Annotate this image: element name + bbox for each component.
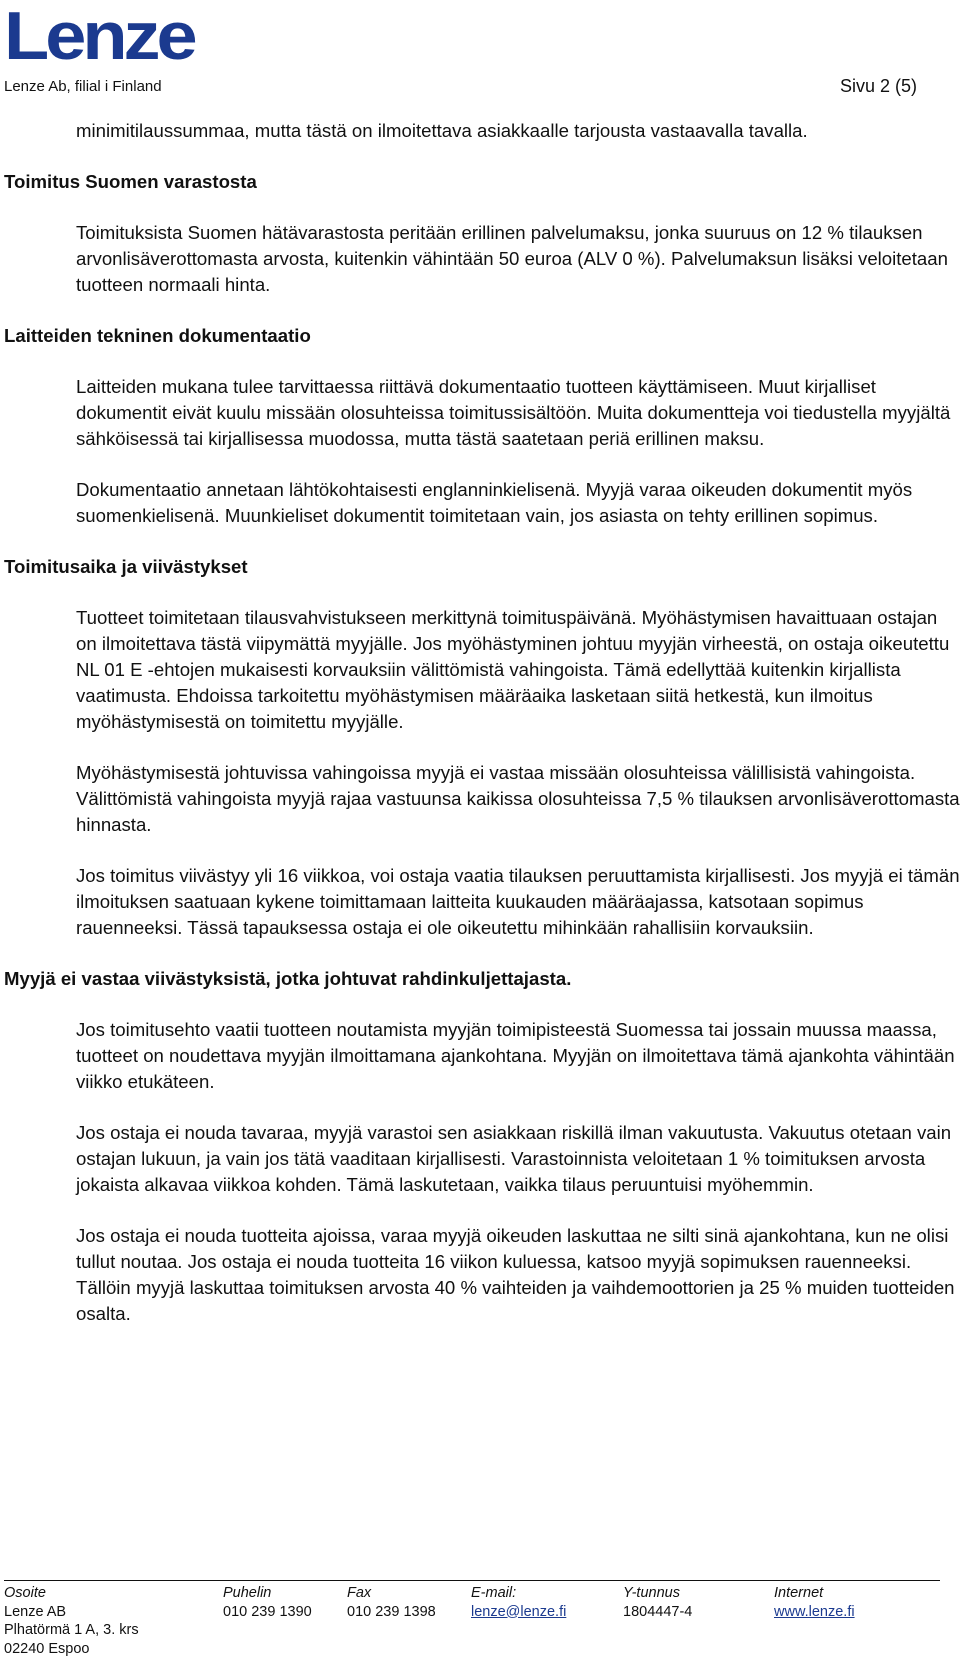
footer-phone-value: 010 239 1390 [223, 1603, 312, 1620]
footer-divider [4, 1580, 940, 1581]
paragraph-freight-2: Jos ostaja ei nouda tavaraa, myyjä varastoi sen asiakkaan riskillä ilman vakuutusta. Vakuutus otetaan vain ostajan lukuun, ja vain jos tätä vaaditaan kirjallisesti. Varastoinnista veloitetaan 1 % toimituksen arvosta jokaista alkavaa viikkoa kohden. Tämä laskutetaan, vaikka tilaus peruuntuisi myöhemmin. [76, 1122, 952, 1195]
website-link[interactable]: www.lenze.fi [774, 1603, 855, 1620]
brand-logo: Lenze [4, 0, 194, 74]
footer-business-id-label: Y-tunnus [623, 1585, 680, 1601]
page-footer [4, 1580, 940, 1664]
paragraph-delivery-time-1: Tuotteet toimitetaan tilausvahvistukseen merkittynä toimituspäivänä. Myöhästymisen havaittuaan ostajan on ilmoitettava tästä viipymättä myyjälle. Jos myöhästyminen johtuu myyjän virheestä, on ostaja oikeutettu NL 01 E -ehtojen mukaisesti korvauksiin välittömistä vahingoista. Tämä edellyttää kuitenkin kirjallista vaatimusta. Ehdoissa tarkoitettu myöhästymisen määräaika lasketaan siitä hetkestä, kun ilmoitus myöhästymisestä on toimitettu myyjälle. [76, 607, 950, 732]
paragraph-documentation-1: Laitteiden mukana tulee tarvittaessa riittävä dokumentaatio tuotteen käyttämiseen. Muut kirjalliset dokumentit eivät kuulu missään olosuhteissa toimitussisältöön. Muita dokumentteja voi tiedustella myyjältä sähköisessä tai kirjallisessa muodossa, mutta tästä saatetaan periä erillinen maksu. [76, 376, 951, 449]
heading-freight: Myyjä ei vastaa viivästyksistä, jotka johtuvat rahdinkuljettajasta. [4, 968, 572, 989]
footer-fax-value: 010 239 1398 [347, 1603, 436, 1620]
heading-documentation: Laitteiden tekninen dokumentaatio [4, 325, 311, 346]
footer-address-line2: Plhatörmä 1 A, 3. krs [4, 1622, 139, 1638]
paragraph-documentation-2: Dokumentaatio annetaan lähtökohtaisesti englanninkielisenä. Myyjä varaa oikeuden dokumentit myös suomenkielisenä. Muunkieliset dokumentit toimitetaan vain, jos asiasta on tehty erillinen sopimus. [76, 479, 913, 526]
footer-email [471, 1584, 566, 1621]
footer-business-id [623, 1584, 692, 1621]
document-body [4, 118, 960, 1327]
email-link[interactable]: lenze@lenze.fi [471, 1603, 567, 1620]
footer-address-line3: 02240 Espoo [4, 1640, 90, 1657]
paragraph-delivery-time-3: Jos toimitus viivästyy yli 16 viikkoa, voi ostaja vaatia tilauksen peruuttamista kirjallisesti. Jos myyjä ei tämän ilmoituksen saatuaan kykene toimittamaan laitteita kuukauden määräajassa, katsotaan sopimus rauenneeksi. Tässä tapauksessa ostaja ei ole oikeutettu mihinkään rahallisiin korvauksiin. [76, 865, 960, 938]
heading-delivery-time: Toimitusaika ja viivästykset [4, 556, 248, 577]
footer-email-label: E-mail: [471, 1585, 517, 1601]
page-number: Sivu 2 (5) [840, 76, 918, 96]
footer-internet [774, 1584, 855, 1621]
company-name: Lenze Ab, filial i Finland [4, 78, 162, 95]
paragraph-delivery-finland: Toimituksista Suomen hätävarastosta peritään erillinen palvelumaksu, jonka suuruus on 12 % tilauksen arvonlisäverottomasta arvosta, kuitenkin vähintään 50 euroa (ALV 0 %). Palvelumaksun lisäksi veloitetaan tuotteen normaali hinta. [76, 222, 948, 295]
paragraph-continuation: minimitilaussummaa, mutta tästä on ilmoitettava asiakkaalle tarjousta vastaavalla tavalla. [76, 120, 808, 141]
heading-delivery-finland: Toimitus Suomen varastosta [4, 171, 257, 192]
footer-fax-label: Fax [347, 1585, 372, 1601]
footer-address-line1: Lenze AB [4, 1603, 67, 1620]
footer-phone [223, 1584, 312, 1621]
footer-address [4, 1584, 139, 1658]
footer-address-label: Osoite [4, 1585, 46, 1601]
paragraph-freight-1: Jos toimitusehto vaatii tuotteen noutamista myyjän toimipisteestä Suomessa tai jossain muussa maassa, tuotteet on noudettava myyjän ilmoittamana ajankohtana. Myyjän on ilmoitettava tämä ajankohta vähintään viikko etukäteen. [76, 1019, 955, 1092]
footer-internet-label: Internet [774, 1585, 824, 1601]
paragraph-freight-3: Jos ostaja ei nouda tuotteita ajoissa, varaa myyjä oikeuden laskuttaa ne silti sinä ajankohtana, kun ne olisi tullut noutaa. Jos ostaja ei nouda tuotteita 16 viikon kuluessa, katsoo myyjä sopimuksen rauenneeksi. Tällöin myyjä laskuttaa toimituksen arvosta 40 % vaihteiden ja vaihdemoottorien ja 25 % muiden tuotteiden osalta. [76, 1225, 955, 1324]
footer-phone-label: Puhelin [223, 1585, 272, 1601]
footer-business-id-value: 1804447-4 [623, 1603, 693, 1620]
paragraph-delivery-time-2: Myöhästymisestä johtuvissa vahingoissa myyjä ei vastaa missään olosuhteissa välillisistä vahingoista. Välittömistä vahingoista myyjä rajaa vastuunsa kaikissa olosuhteissa 7,5 % tilauksen arvonlisäverottomasta hinnasta. [76, 762, 960, 835]
footer-fax [347, 1584, 436, 1621]
